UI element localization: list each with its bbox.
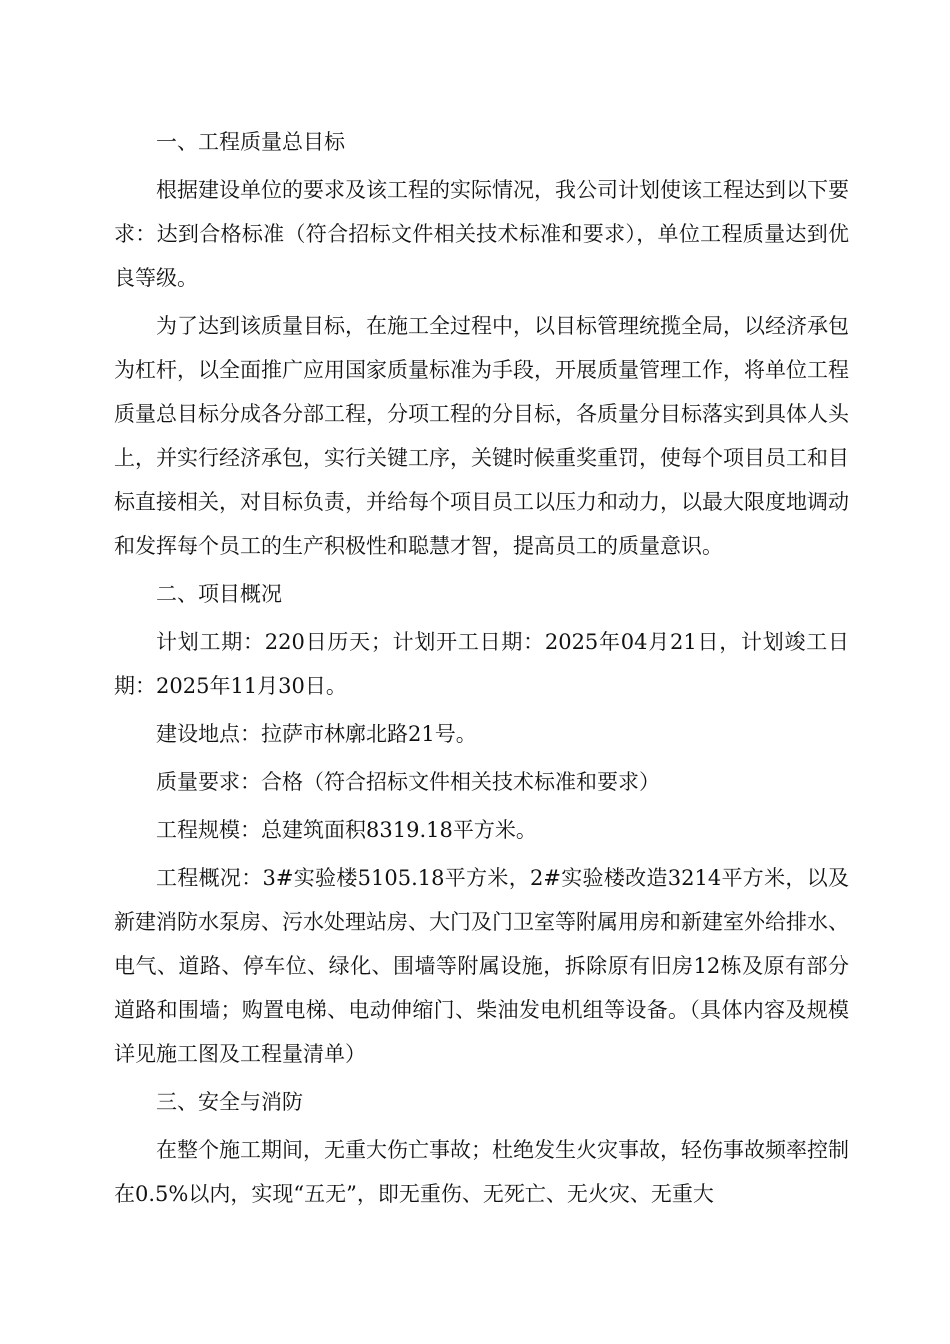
section-heading-safety-fire: 三、安全与消防 — [156, 1090, 303, 1114]
paragraph-safety-goals: 在整个施工期间，无重大伤亡事故；杜绝发生火灾事故，轻伤事故频率控制在0.5%以内，实现“五无”，即无重伤、无死亡、无火灾、无重大 — [114, 1138, 849, 1206]
paragraph-quality-standard: 质量要求：合格（符合招标文件相关技术标准和要求） — [156, 770, 660, 794]
section-heading-quality-goal: 一、工程质量总目标 — [156, 130, 345, 154]
document-body — [114, 120, 849, 1220]
paragraph-quality-management: 为了达到该质量目标，在施工全过程中，以目标管理统揽全局，以经济承包为杠杆，以全面推广应用国家质量标准为手段，开展质量管理工作，将单位工程质量总目标分成各分部工程，分项工程的分目标，各质量分目标落实到具体人头上，并实行经济承包，实行关键工序，关键时候重奖重罚，使每个项目员工和目标直接相关，对目标负责，并给每个项目员工以压力和动力，以最大限度地调动和发挥每个员工的生产积极性和聪慧才智，提高员工的质量意识。 — [114, 314, 849, 558]
paragraph-project-details: 工程概况：3#实验楼5105.18平方米，2#实验楼改造3214平方米，以及新建消防水泵房、污水处理站房、大门及门卫室等附属用房和新建室外给排水、电气、道路、停车位、绿化、围墙等附属设施，拆除原有旧房12栋及原有部分道路和围墙；购置电梯、电动伸缩门、柴油发电机组等设备。（具体内容及规模详见施工图及工程量清单） — [114, 866, 849, 1066]
paragraph-schedule: 计划工期：220日历天；计划开工日期：2025年04月21日，计划竣工日期：2025年11月30日。 — [114, 630, 849, 698]
paragraph-location: 建设地点：拉萨市林廓北路21号。 — [156, 722, 477, 746]
paragraph-scale: 工程规模：总建筑面积8319.18平方米。 — [156, 818, 537, 842]
section-heading-project-overview: 二、项目概况 — [156, 582, 282, 606]
paragraph-quality-requirements: 根据建设单位的要求及该工程的实际情况，我公司计划使该工程达到以下要求：达到合格标准（符合招标文件相关技术标准和要求），单位工程质量达到优良等级。 — [114, 178, 849, 290]
